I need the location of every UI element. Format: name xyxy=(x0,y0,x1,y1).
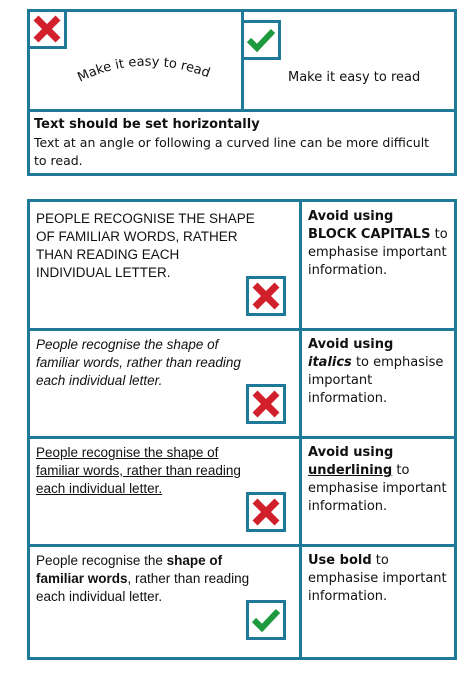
tip-emphasis: BLOCK CAPITALS xyxy=(308,227,431,242)
horizontal-text-example: Make it easy to read xyxy=(288,70,421,85)
tip-suffix: to emphasise important information. xyxy=(308,553,447,604)
panel-body: Text at an angle or following a curved line can be more difficult to read. xyxy=(34,135,430,168)
tip-prefix: Avoid using xyxy=(308,337,394,352)
tip-suffix: to emphasise important information. xyxy=(308,227,448,278)
correct-example-icon xyxy=(241,20,281,60)
example-text: People recognise the xyxy=(36,553,163,568)
panel-heading: Text should be set horizontally xyxy=(34,117,260,132)
example-bold-text: shape of familiar words xyxy=(36,553,223,586)
row-divider xyxy=(30,328,454,331)
tip-emphasis: Use bold xyxy=(308,553,372,568)
bold-example xyxy=(36,552,256,606)
tip-bold xyxy=(308,552,448,606)
incorrect-example-icon xyxy=(27,9,67,49)
tip-emphasis: italics xyxy=(308,355,352,370)
tip-suffix: to emphasise important information. xyxy=(308,463,447,514)
cross-icon xyxy=(246,276,286,316)
tip-prefix: Avoid using xyxy=(308,209,394,224)
tip-italics xyxy=(308,336,448,408)
tick-icon xyxy=(246,600,286,640)
svg-text:Make it easy to read xyxy=(75,55,212,86)
block-capitals-example: PEOPLE RECOGNISE THE SHAPE OF FAMILIAR WORDS, RATHER THAN READING EACH INDIVIDUAL LETTER. xyxy=(36,211,255,280)
row-divider xyxy=(30,436,454,439)
tip-block-capitals xyxy=(308,208,448,280)
curved-text: Make it easy to read xyxy=(75,54,212,86)
tip-suffix: to emphasise important information. xyxy=(308,355,444,406)
tip-emphasis: underlining xyxy=(308,463,393,478)
curved-text-example xyxy=(70,47,240,102)
tip-prefix: Avoid using xyxy=(308,445,394,460)
cross-icon xyxy=(246,384,286,424)
horizontal-text-panel xyxy=(27,9,457,176)
italics-example: People recognise the shape of familiar words, rather than reading each individual letter. xyxy=(36,337,241,388)
row-divider xyxy=(30,544,454,547)
cross-icon xyxy=(246,492,286,532)
example-text: , rather than reading each individual letter. xyxy=(36,571,250,604)
column-divider xyxy=(299,202,302,657)
emphasis-panel xyxy=(27,199,457,660)
underlining-example: People recognise the shape of familiar words, rather than reading each individual letter. xyxy=(36,445,241,496)
tip-underlining xyxy=(308,444,448,516)
divider xyxy=(30,109,454,112)
